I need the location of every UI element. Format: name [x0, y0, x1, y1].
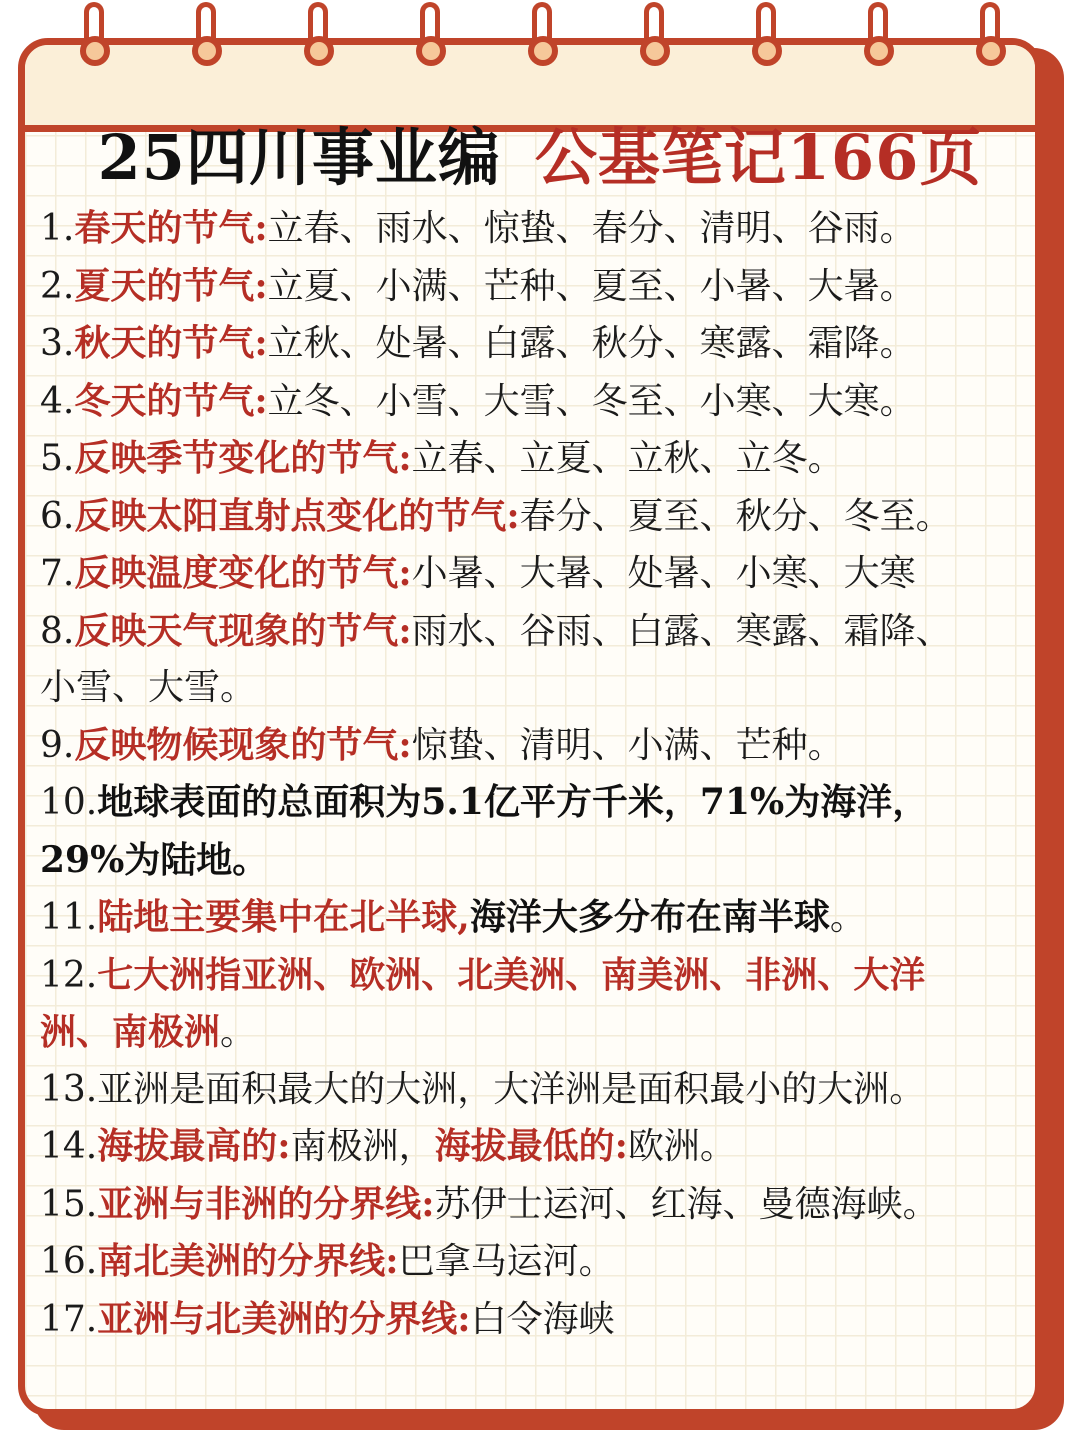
binder-ring — [752, 2, 788, 74]
list-item-17: 17.亚洲与北美洲的分界线:白令海峡 — [40, 1297, 615, 1340]
list-item-12-continued: 洲、南极洲。 — [40, 1011, 257, 1053]
list-item-15: 15.亚洲与非洲的分界线:苏伊士运河、红海、曼德海峡。 — [40, 1182, 939, 1225]
list-item-8: 8.反映天气现象的节气:雨水、谷雨、白露、寒露、霜降、 — [40, 609, 952, 652]
list-item-7: 7.反映温度变化的节气:小暑、大暑、处暑、小寒、大寒 — [40, 552, 916, 594]
binder-ring — [528, 2, 564, 74]
list-item-4: 4.冬天的节气:立冬、小雪、大雪、冬至、小寒、大寒。 — [40, 379, 916, 422]
title-part-1: 25四川事业编 — [97, 121, 501, 194]
list-item-10: 10.地球表面的总面积为5.1亿平方千米，71%为海洋， — [40, 781, 929, 823]
binder-ring — [80, 2, 116, 74]
binder-ring — [976, 2, 1012, 74]
list-item-11: 11.陆地主要集中在北半球,海洋大多分布在南半球。 — [40, 896, 866, 938]
list-item-1: 1.春天的节气:立春、雨水、惊蛰、春分、清明、谷雨。 — [40, 207, 916, 249]
list-item-16: 16.南北美洲的分界线:巴拿马运河。 — [40, 1240, 615, 1282]
list-item-12: 12.七大洲指亚洲、欧洲、北美洲、南美洲、非洲、大洋 — [40, 953, 926, 996]
binder-ring — [192, 2, 228, 74]
title-part-2: 公基笔记166页 — [534, 121, 983, 194]
list-item-3: 3.秋天的节气:立秋、处暑、白露、秋分、寒露、霜降。 — [40, 322, 916, 364]
binder-ring — [304, 2, 340, 74]
notes-list — [40, 200, 1000, 1348]
list-item-13: 13.亚洲是面积最大的大洲，大洋洲是面积最小的大洲。 — [40, 1068, 926, 1110]
list-item-8-continued: 小雪、大雪。 — [40, 667, 257, 708]
list-item-14: 14.海拔最高的:南极洲，海拔最低的:欧洲。 — [40, 1125, 736, 1167]
list-item-10-continued: 29%为陆地。 — [40, 838, 269, 881]
list-item-2: 2.夏天的节气:立夏、小满、芒种、夏至、小暑、大暑。 — [40, 264, 916, 307]
binder-ring — [864, 2, 900, 74]
binder-ring — [640, 2, 676, 74]
page-title — [0, 108, 1080, 197]
binder-ring — [416, 2, 452, 74]
list-item-5: 5.反映季节变化的节气:立春、立夏、立秋、立冬。 — [40, 437, 844, 479]
list-item-9: 9.反映物候现象的节气:惊蛰、清明、小满、芒种。 — [40, 723, 844, 766]
list-item-6: 6.反映太阳直射点变化的节气:春分、夏至、秋分、冬至。 — [40, 494, 952, 537]
